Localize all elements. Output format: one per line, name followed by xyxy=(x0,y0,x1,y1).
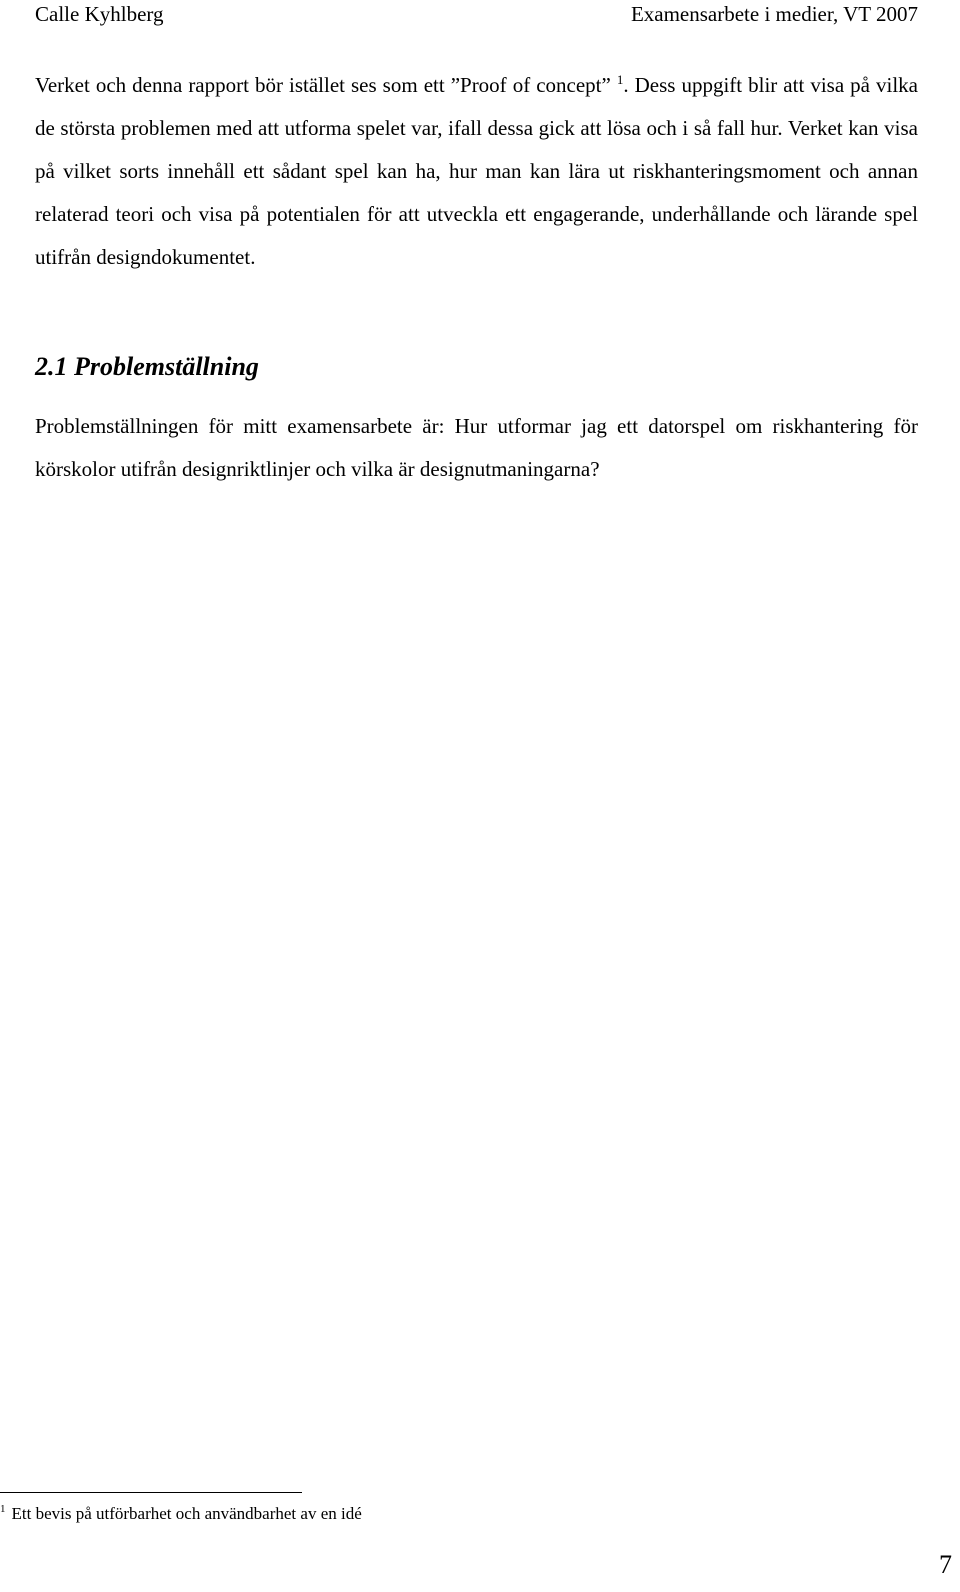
page-header xyxy=(35,2,918,32)
intro-text-after-ref: . Dess uppgift blir att visa på vilka de största problemen med att utforma spelet var, ifall dessa gick att lösa och i så fall hur. Verket kan visa på vilket sorts innehåll ett sådant spel kan ha, hur man kan lära ut riskhanteringsmoment och annan relaterad teori och visa på potentialen för att utveckla ett engagerande, underhållande och lärande spel utifrån designdokumentet. xyxy=(35,73,918,269)
footnote-marker: 1 xyxy=(0,1503,6,1516)
footnote-divider xyxy=(0,1492,302,1493)
header-author: Calle Kyhlberg xyxy=(35,2,164,26)
page-number: 7 xyxy=(939,1550,952,1579)
header-course: Examensarbete i medier, VT 2007 xyxy=(630,2,918,26)
intro-text-before-ref: Verket och denna rapport bör istället ses som ett ”Proof of concept” xyxy=(35,73,611,97)
footnote xyxy=(0,1504,362,1524)
footnote-reference[interactable]: 1 xyxy=(616,72,624,87)
intro-paragraph xyxy=(35,64,918,279)
problem-statement-paragraph: Problemställningen för mitt examensarbete är: Hur utformar jag ett datorspel om riskhantering för körskolor utifrån designriktlinjer och vilka är designutmaningarna? xyxy=(35,414,918,481)
section-heading: 2.1 Problemställning xyxy=(35,352,259,381)
footnote-text: Ett bevis på utförbarhet och användbarhet av en idé xyxy=(11,1504,362,1523)
